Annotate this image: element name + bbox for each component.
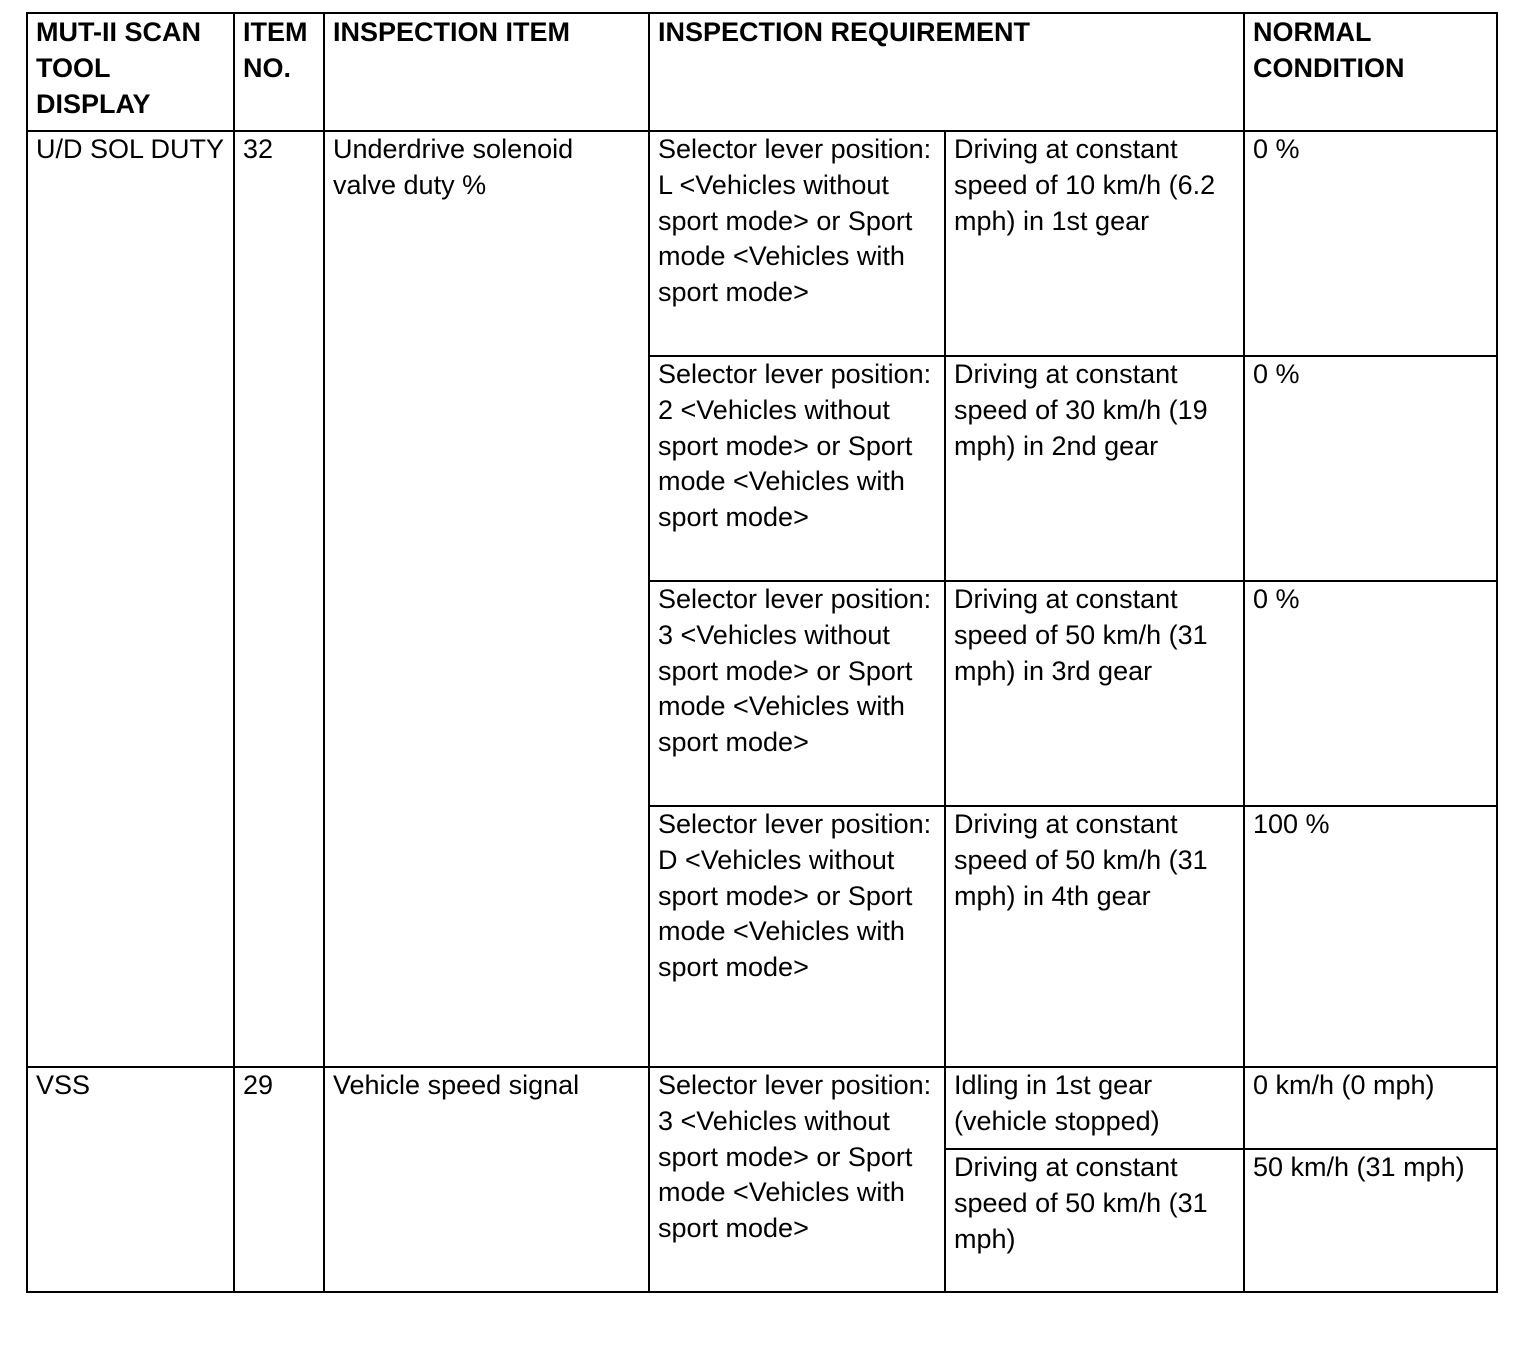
normal-condition-cell: 0 % (1244, 581, 1497, 806)
inspection-table (26, 12, 1498, 1293)
item-no-cell: 32 (234, 131, 324, 1067)
header-inspection-item: INSPECTION ITEM (324, 13, 649, 131)
selector-position-cell: Selector lever position: 3 <Vehicles without sport mode> or Sport mode <Vehicles with sport mode> (649, 1067, 945, 1292)
selector-position-cell: Selector lever position: D <Vehicles without sport mode> or Sport mode <Vehicles with sport mode> (649, 806, 945, 1067)
table-row (27, 131, 1497, 356)
normal-condition-cell: 0 % (1244, 356, 1497, 581)
scan-tool-display-cell: VSS (27, 1067, 234, 1292)
selector-position-cell: Selector lever position: 2 <Vehicles without sport mode> or Sport mode <Vehicles with sport mode> (649, 356, 945, 581)
normal-condition-cell: 0 % (1244, 131, 1497, 356)
header-normal-condition: NORMAL CONDITION (1244, 13, 1497, 131)
inspection-item-cell: Underdrive solenoid valve duty % (324, 131, 649, 1067)
scan-tool-display-cell: U/D SOL DUTY (27, 131, 234, 1067)
header-row (27, 13, 1497, 131)
normal-condition-cell: 0 km/h (0 mph) (1244, 1067, 1497, 1149)
driving-condition-cell: Driving at constant speed of 10 km/h (6.2 mph) in 1st gear (945, 131, 1244, 356)
driving-condition-cell: Idling in 1st gear (vehicle stopped) (945, 1067, 1244, 1149)
header-inspection-requirement: INSPECTION REQUIREMENT (649, 13, 1244, 131)
selector-position-cell: Selector lever position: L <Vehicles without sport mode> or Sport mode <Vehicles with sport mode> (649, 131, 945, 356)
table-row (27, 1067, 1497, 1149)
header-item-no: ITEM NO. (234, 13, 324, 131)
normal-condition-cell: 50 km/h (31 mph) (1244, 1149, 1497, 1292)
selector-position-cell: Selector lever position: 3 <Vehicles without sport mode> or Sport mode <Vehicles with sport mode> (649, 581, 945, 806)
inspection-item-cell: Vehicle speed signal (324, 1067, 649, 1292)
driving-condition-cell: Driving at constant speed of 50 km/h (31 mph) in 3rd gear (945, 581, 1244, 806)
header-scan-tool-display: MUT-II SCAN TOOL DISPLAY (27, 13, 234, 131)
driving-condition-cell: Driving at constant speed of 50 km/h (31 mph) in 4th gear (945, 806, 1244, 1067)
driving-condition-cell: Driving at constant speed of 50 km/h (31 mph) (945, 1149, 1244, 1292)
driving-condition-cell: Driving at constant speed of 30 km/h (19 mph) in 2nd gear (945, 356, 1244, 581)
normal-condition-cell: 100 % (1244, 806, 1497, 1067)
item-no-cell: 29 (234, 1067, 324, 1292)
